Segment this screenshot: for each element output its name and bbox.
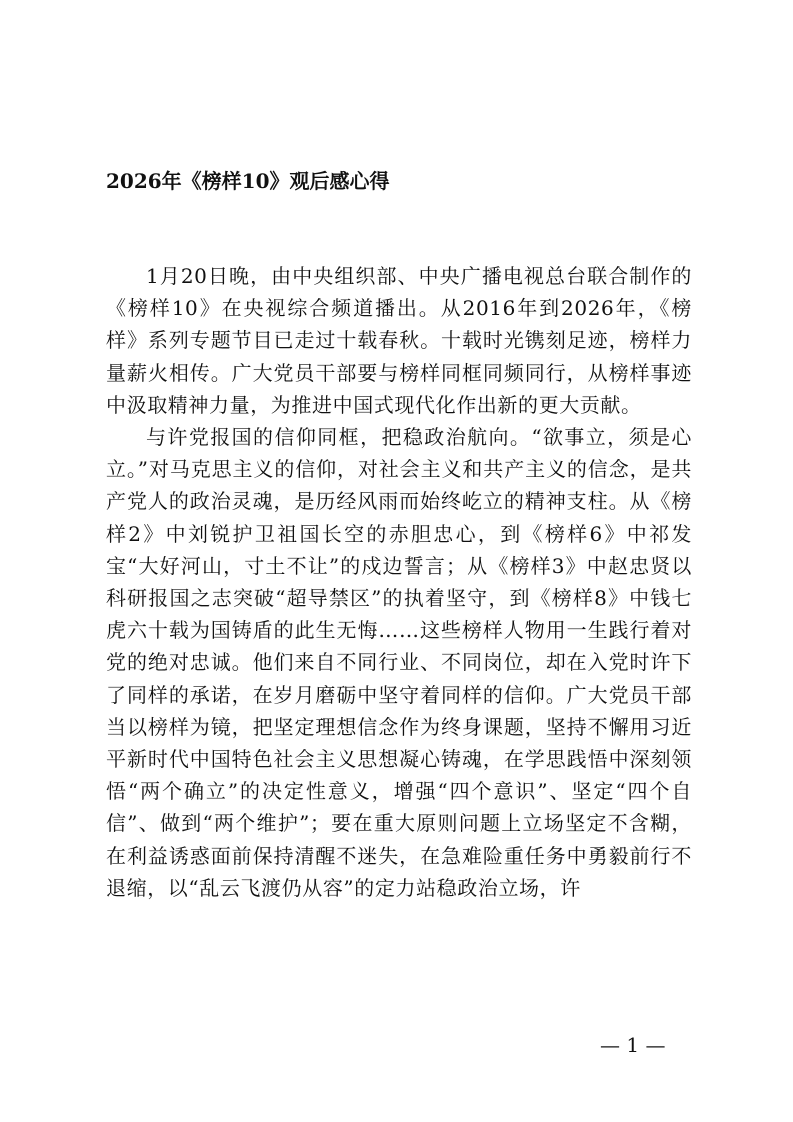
document-body bbox=[106, 260, 692, 904]
paragraph-1: 1月20日晚，由中央组织部、中央广播电视总台联合制作的《榜样10》在央视综合频道播出。从2016年到2026年，《榜样》系列专题节目已走过十载春秋。十载时光镌刻足迹，榜样力量薪火相传。广大党员干部要与榜样同框同频同行，从榜样事迹中汲取精神力量，为推进中国式现代化作出新的更大贡献。 bbox=[106, 264, 692, 417]
page-number: — 1 — bbox=[600, 1033, 666, 1057]
paragraph-2: 与许党报国的信仰同框，把稳政治航向。“欲事立，须是心立。”对马克思主义的信仰，对社会主义和共产主义的信念，是共产党人的政治灵魂，是历经风雨而始终屹立的精神支柱。从《榜样2》中刘锐护卫祖国长空的赤胆忠心，到《榜样6》中祁发宝“大好河山，寸土不让”的戍边誓言；从《榜样3》中赵忠贤以科研报国之志突破“超导禁区”的执着坚守，到《榜样8》中钱七虎六十载为国铸盾的此生无悔……这些榜样人物用一生践行着对党的绝对忠诚。他们来自不同行业、不同岗位，却在入党时许下了同样的承诺，在岁月磨砺中坚守着同样的信仰。广大党员干部当以榜样为镜，把坚定理想信念作为终身课题，坚持不懈用习近平新时代中国特色社会主义思想凝心铸魂，在学思践悟中深刻领悟“两个确立”的决定性意义，增强“四个意识”、坚定“四个自信”、做到“两个维护”；要在重大原则问题上立场坚定不含糊，在利益诱惑面前保持清醒不迷失，在急难险重任务中勇毅前行不退缩，以“乱云飞渡仍从容”的定力站稳政治立场，许 bbox=[106, 425, 692, 900]
document-title: 2026年《榜样10》观后感心得 bbox=[106, 169, 390, 193]
